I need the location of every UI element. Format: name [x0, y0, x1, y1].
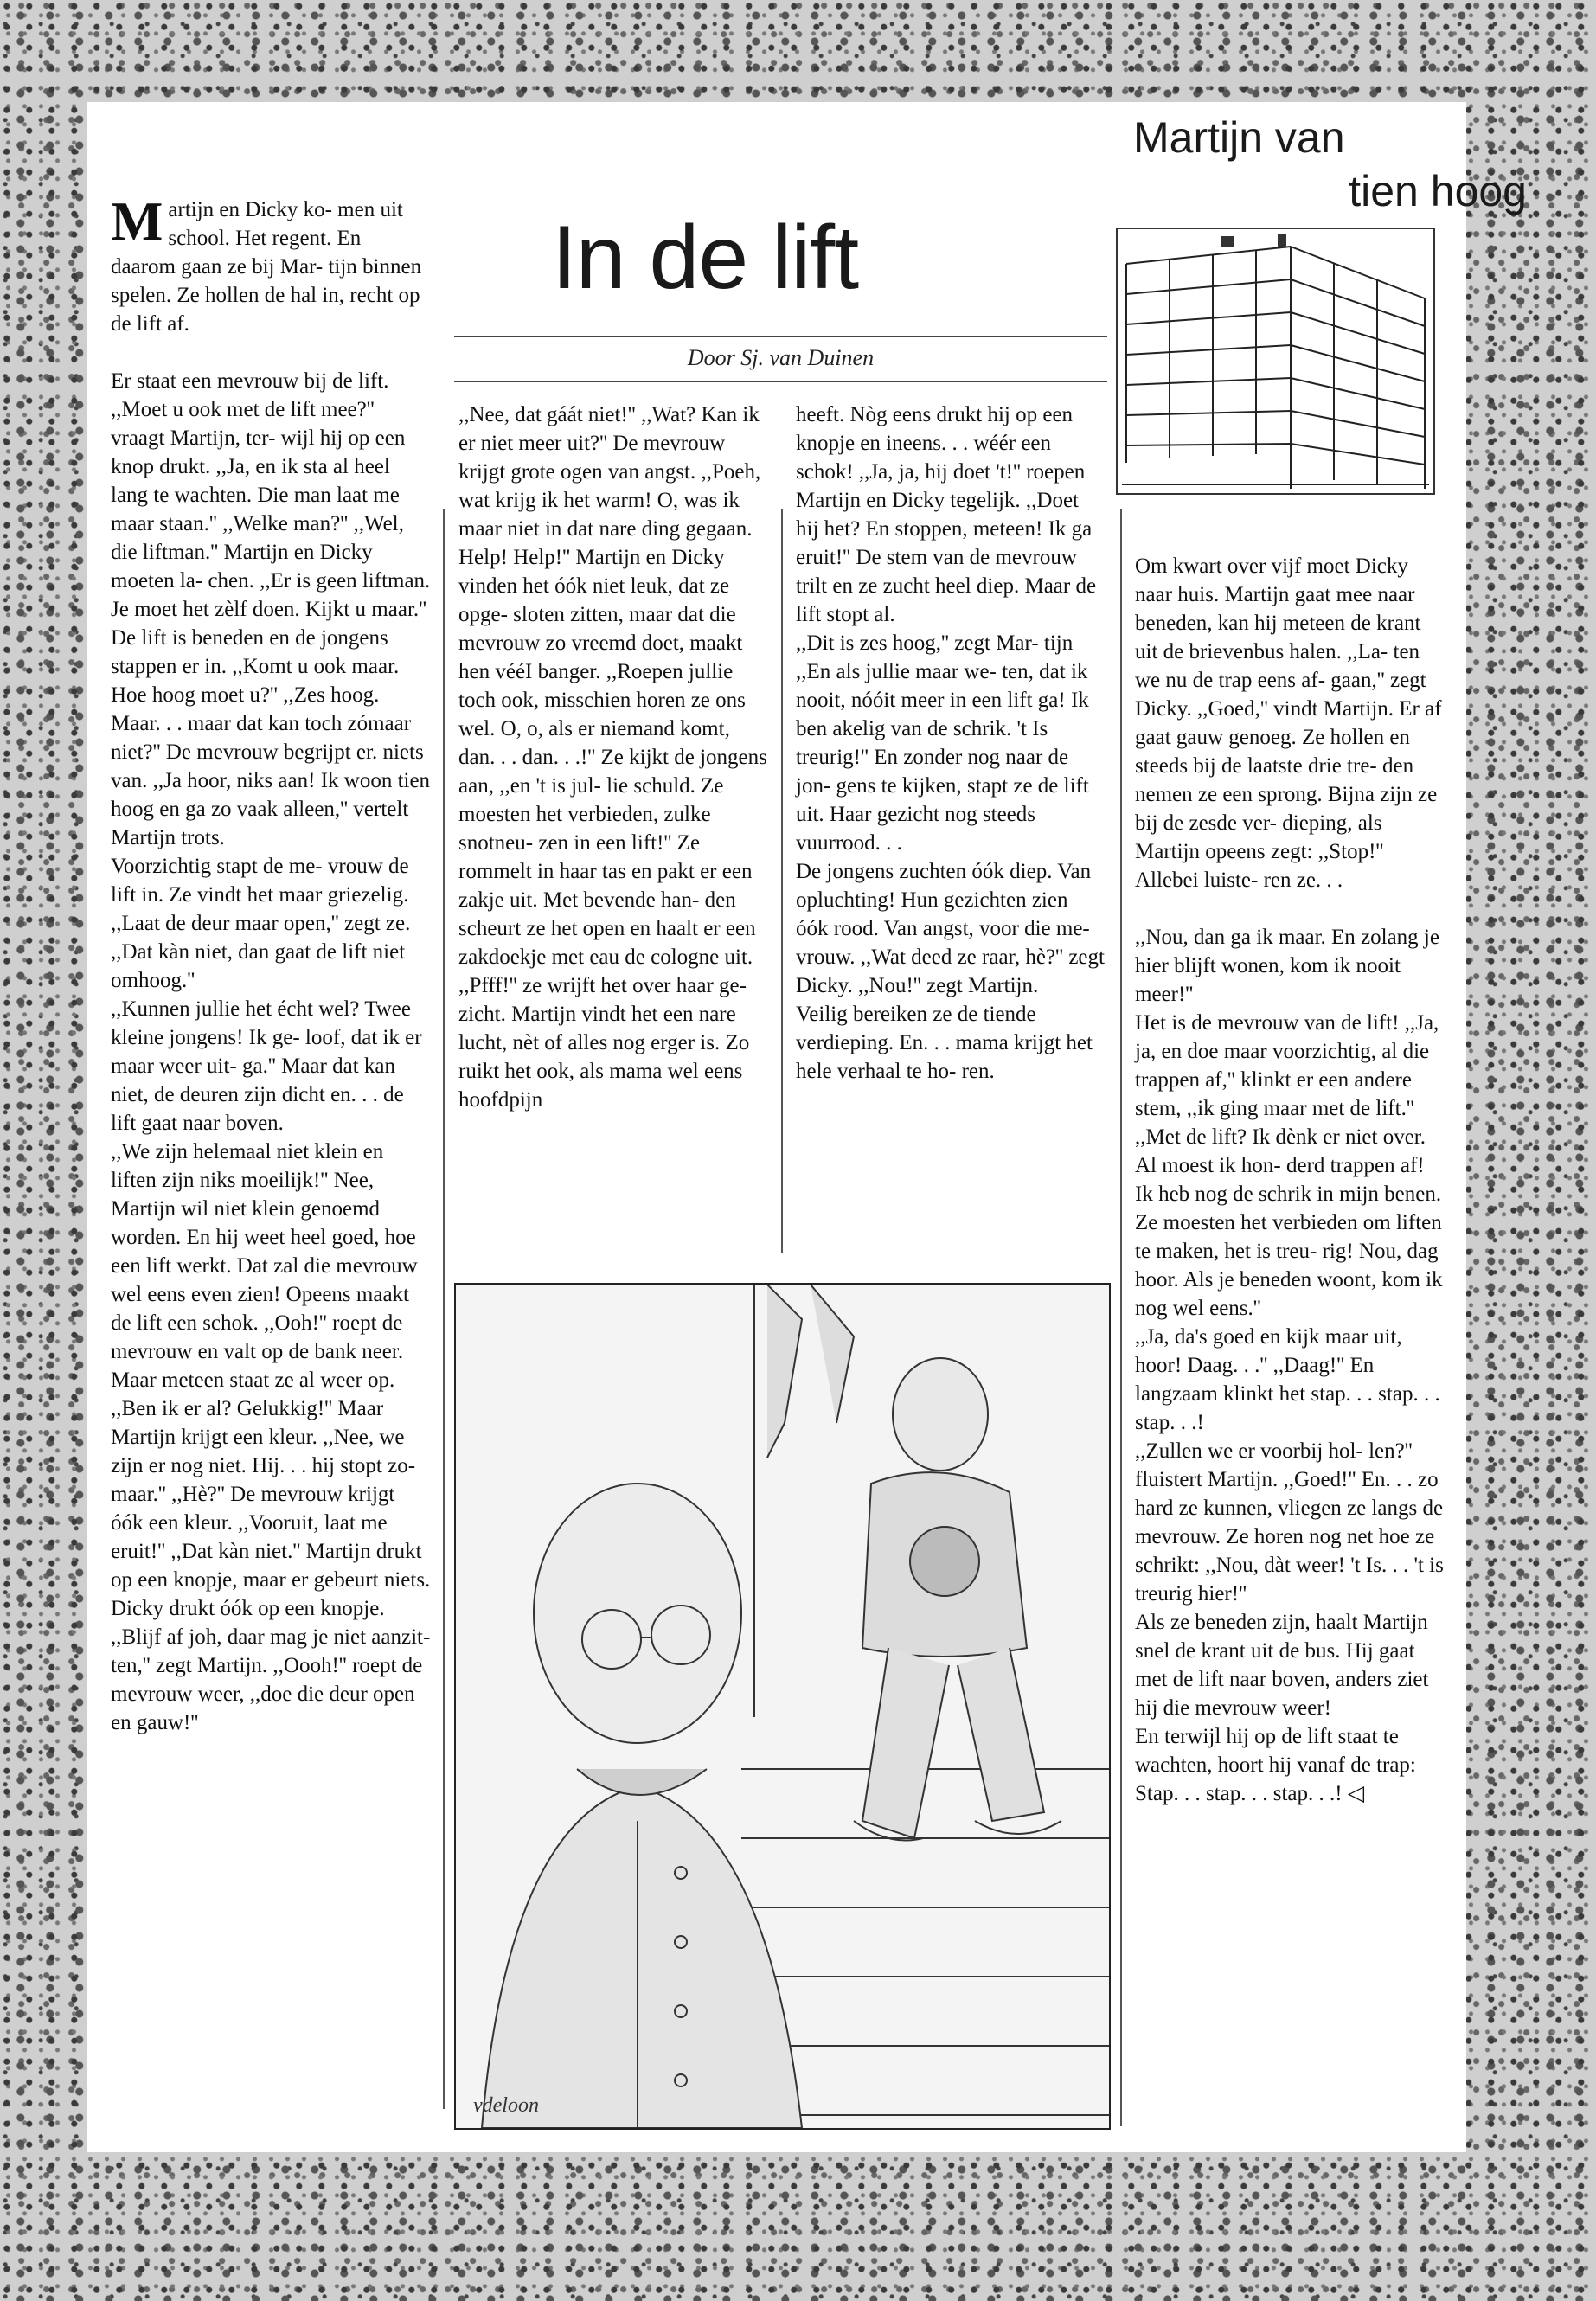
column-4 — [1135, 552, 1446, 1808]
paragraph: ,,Ben ik er al? Gelukkig!'' Maar Martijn krijgt een kleur. ,,Nee, we zijn er nog niet. Hij. . . hij stopt zo- maar.'' ,,Hè?'' De mevrouw krijgt óók een kleur. ,,Vooruit, laat me eruit!'' ,,Dat kàn niet.'' Martijn drukt op een knopje, maar er gebeurt niets. Dicky drukt óók op een knopje. ,,Blijf af joh, daar mag je niet aanzit- ten,'' zegt Martijn. ,,Oooh!'' roept de mevrouw weer, ,,doe die deur open en gauw!'' — [111, 1397, 431, 1734]
paragraph: ,,Dit is zes hoog,'' zegt Mar- tijn ,,En als jullie maar we- ten, dat ik nooit, nóóit meer in een lift ga! Ik ben akelig van de schrik. 't Is treurig!'' En zonder nog naar de jon- gens te kijken, stapt ze de lift uit. Haar gezicht nog steeds vuurrood. . . — [796, 631, 1089, 855]
intro-text: artijn en Dicky ko- men uit school. Het regent. En daarom gaan ze bij Mar- tijn binnen spelen. Ze hollen de hal in, recht op de lift af. — [111, 198, 422, 336]
series-title-line2: tien hoog — [1349, 167, 1527, 215]
paragraph: ,,Nou, dan ga ik maar. En zolang je hier blijft wonen, kom ik nooit meer!'' — [1135, 926, 1439, 1006]
paragraph: Voorzichtig stapt de me- vrouw de lift in. Ze vindt het maar griezelig. ,,Laat de deur maar open,'' zegt ze. ,,Dat kàn niet, dan gaat de lift niet omhoog.'' — [111, 855, 411, 992]
intro-paragraph — [111, 190, 431, 338]
column-3 — [796, 401, 1106, 1086]
column-1 — [111, 190, 431, 1737]
paragraph: En terwijl hij op de lift staat te wachten, hoort hij vanaf de trap: Stap. . . stap. . . stap. . .! ◁ — [1135, 1725, 1416, 1805]
paragraph: Veilig bereiken ze de tiende verdieping. En. . . mama krijgt het hele verhaal te ho- ren. — [796, 1003, 1093, 1083]
column-divider — [1120, 509, 1122, 2126]
paragraph: ,,Ja, da's goed en kijk maar uit, hoor! Daag. . .'' ,,Daag!'' En langzaam klinkt het stap. . . stap. . . stap. . .! — [1135, 1325, 1440, 1434]
article-title: In de lift — [551, 208, 859, 308]
series-title — [1090, 111, 1527, 218]
paragraph: Er staat een mevrouw bij de lift. ,,Moet u ook met de lift mee?'' vraagt Martijn, ter- wijl hij op een knop drukt. ,,Ja, en ik sta al heel lang te wachten. Die man laat me maar staan.'' ,,Welke man?'' ,,Wel, die liftman.'' Martijn en Dicky moeten la- chen. ,,Er is geen liftman. Je moet het zèlf doen. Kijkt u maar.'' De lift is beneden en de jongens stappen er in. ,,Komt u ook maar. Hoe hoog moet u?'' ,,Zes hoog. Maar. . . maar dat kan toch zómaar niet?'' De mevrouw begrijpt er. niets van. ,,Ja hoor, niks aan! Ik woon tien hoog en ga zo vaak alleen,'' vertelt Martijn trots. — [111, 369, 431, 849]
column-divider — [781, 509, 783, 1253]
paragraph: heeft. Nòg eens drukt hij op een knopje en ineens. . . wéér een schok! ,,Ja, ja, hij doet 't!'' roepen Martijn en Dicky tegelijk. ,,Doet hij het? En stoppen, meteen! Ik ga eruit!'' De stem van de mevrouw trilt en ze zucht heel diep. Maar de lift stopt al. — [796, 403, 1097, 626]
paragraph: ,,Kunnen jullie het écht wel? Twee kleine jongens! Ik ge- loof, dat ik er maar weer uit- ga.'' Maar dat kan niet, de deuren zijn dicht en. . . de lift gaat naar boven. — [111, 997, 422, 1135]
paragraph: Om kwart over vijf moet Dicky naar huis. Martijn gaat mee naar beneden, kan hij meteen de krant uit de brievenbus halen. ,,La- ten we nu de trap eens af- gaan,'' zegt Dicky. ,,Goed,'' vindt Martijn. Er af gaat gauw genoeg. Ze hollen en steeds bij de laatste drie tre- den nemen ze een sprong. Bijna zijn ze bij de zesde ver- dieping, als Martijn opeens zegt: ,,Stop!'' Allebei luiste- ren ze. . . — [1135, 554, 1442, 892]
artist-signature: vdeloon — [473, 2094, 539, 2117]
paragraph: Het is de mevrouw van de lift! ,,Ja, ja, en doe maar voorzichtig, al die trappen af,'' klinkt er een andere stem, ,,ik ging maar met de lift.'' ,,Met de lift? Ik dènk er niet over. Al moest ik hon- derd trappen af! Ik heb nog de schrik in mijn benen. Ze moesten het verbieden om liften te maken, het is treu- rig! Nou, dag hoor. Als je beneden woont, kom ik nog wel eens.'' — [1135, 1011, 1443, 1320]
paragraph: De jongens zuchten óók diep. Van opluchting! Hun gezichten zien óók rood. Van angst, voor die me- vrouw. ,,Wat deed ze raar, hè?'' zegt Dicky. ,,Nou!'' zegt Martijn. — [796, 860, 1105, 997]
drop-cap: M — [111, 190, 163, 252]
paragraph: ,,We zijn helemaal niet klein en liften zijn niks moeilijk!'' Nee, Martijn wil niet klein genoemd worden. En hij weet heel goed, hoe een lift werkt. Dat zal die mevrouw wel eens even zien! Opeens maakt de lift een schok. ,,Ooh!'' roept de mevrouw en valt op de bank neer. Maar meteen staat ze al weer op. — [111, 1140, 418, 1392]
byline-top-rule — [454, 336, 1107, 337]
paragraph: ,,Zullen we er voorbij hol- len?'' fluistert Martijn. ,,Goed!'' En. . . zo hard ze kunnen, vliegen ze langs de mevrouw. Ze horen nog net hoe ze schrikt: ,,Nou, dàt weer! 't Is. . . 't is treurig hier!'' — [1135, 1439, 1444, 1606]
byline: Door Sj. van Duinen — [687, 345, 875, 370]
paragraph: Als ze beneden zijn, haalt Martijn snel de krant uit de bus. Hij gaat met de lift naar boven, anders ziet hij die mevrouw weer! — [1135, 1611, 1429, 1720]
column-divider — [443, 509, 445, 2109]
paragraph: ,,Nee, dat gáát niet!'' ,,Wat? Kan ik er niet meer uit?'' De mevrouw krijgt grote ogen van angst. ,,Poeh, wat krijg ik het warm! O, was ik maar niet in dat nare ding gegaan. Help! Help!'' Martijn en Dicky vinden het óók niet leuk, dat ze opge- sloten zitten, maar dat die mevrouw zo vreemd doet, maakt hen vééI banger. ,,Roepen jullie toch ook, misschien horen ze ons wel. O, o, als er niemand komt, dan. . . dan. . .!'' Ze kijkt de jongens aan, ,,en 't is jul- lie schuld. Ze moesten het verbieden, zulke snotneu- zen in een lift!'' Ze rommelt in haar tas en pakt er een zakje uit. Met bevende han- den scheurt ze het open en haalt er een zakdoekje met eau de cologne uit. ,,Pfff!'' ze wrijft het over haar ge- zicht. Martijn vindt het een nare lucht, nèt of alles nog erger is. Zo ruikt het ook, als mama wel eens hoofdpijn — [458, 403, 767, 1112]
magazine-page — [87, 102, 1527, 2152]
series-title-line1: Martijn van — [1133, 113, 1345, 162]
byline-bottom-rule — [454, 381, 1107, 382]
staircase-illustration — [454, 1283, 1111, 2130]
building-illustration — [1116, 228, 1435, 495]
column-2 — [458, 401, 768, 1114]
